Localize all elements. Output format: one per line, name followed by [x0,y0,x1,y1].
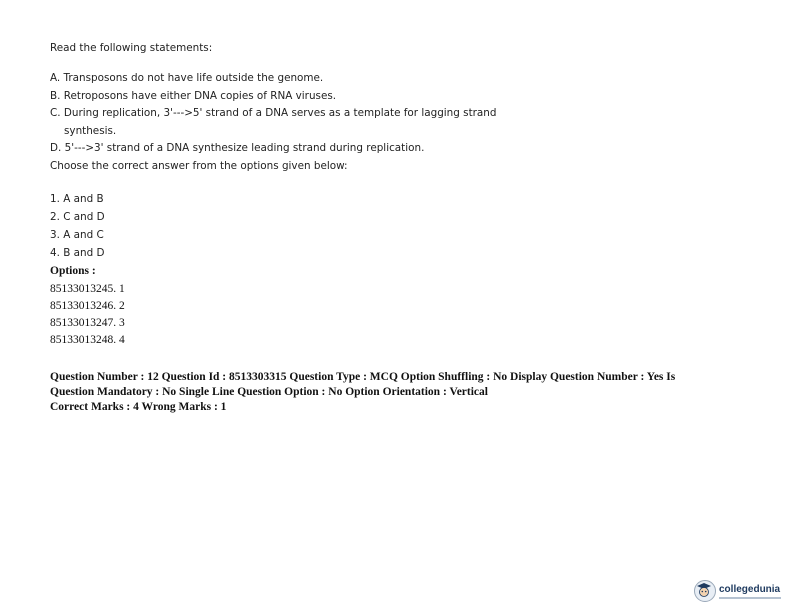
statement-a: A. Transposons do not have life outside the genome. [50,72,324,84]
metadata-line-3: Correct Marks : 4 Wrong Marks : 1 [50,401,227,413]
choice-1: 1. A and B [50,193,104,205]
options-heading: Options : [50,265,96,277]
question-intro: Read the following statements: [50,42,213,54]
option-row: 85133013246. 2 [50,300,125,312]
option-row: 85133013247. 3 [50,317,125,329]
statement-c-continued: synthesis. [64,124,117,137]
option-row: 85133013248. 4 [50,334,125,346]
logo-brand: collegedunia [719,583,781,595]
choice-3: 3. A and C [50,229,104,241]
metadata-line-2: Question Mandatory : No Single Line Question Option : No Option Orientation : Vertical [50,386,488,398]
graduate-face-icon [694,580,716,602]
statement-d: D. 5'--->3' strand of a DNA synthesize leading strand during replication. [50,142,425,154]
logo-wordmark [719,584,781,599]
metadata-line-1: Question Number : 12 Question Id : 8513303315 Question Type : MCQ Option Shuffling : No Display Question Number : Yes Is [50,371,676,383]
option-row: 85133013245. 1 [50,283,125,295]
logo-tagline-bar [719,597,781,599]
question-metadata [50,370,720,415]
collegedunia-logo [694,578,786,604]
question-instruction: Choose the correct answer from the options given below: [50,159,348,172]
choice-4: 4. B and D [50,247,105,259]
choice-2: 2. C and D [50,211,105,223]
statement-b: B. Retroposons have either DNA copies of RNA viruses. [50,89,337,102]
statement-c: C. During replication, 3'--->5' strand of a DNA serves as a template for lagging strand [50,107,497,119]
statement-list [50,70,552,175]
